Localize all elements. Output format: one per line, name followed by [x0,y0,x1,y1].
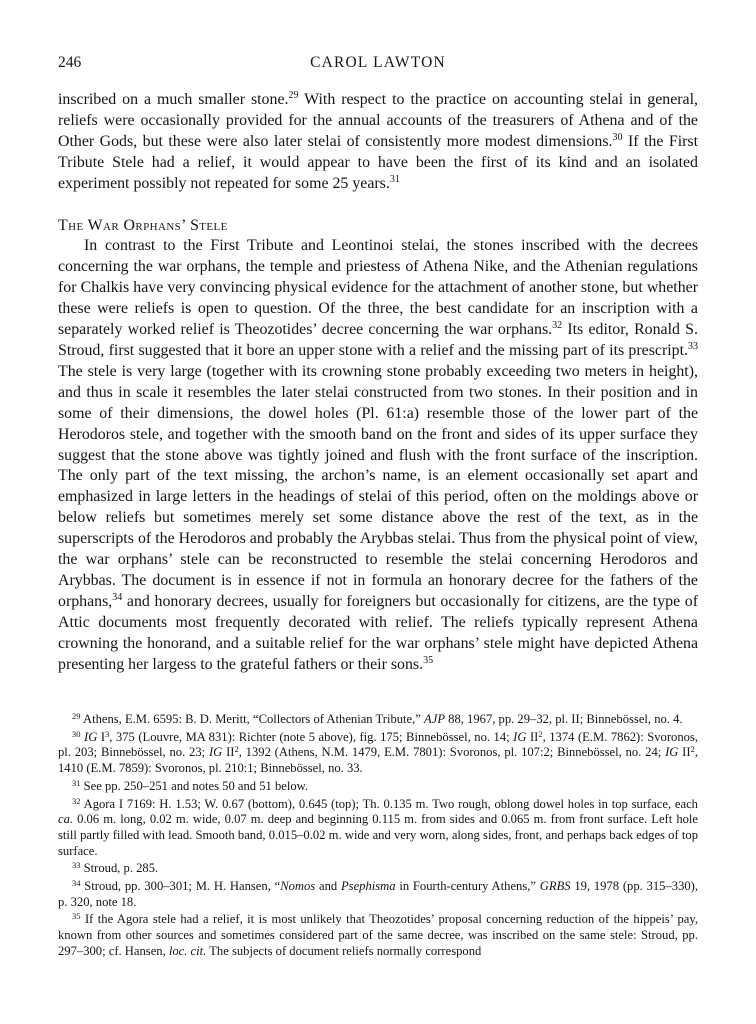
section-title: The War Orphans’ Stele [58,216,228,234]
footnote-ref-34[interactable]: 34 [112,591,123,603]
footnote-ref-30[interactable]: 30 [612,131,623,143]
page-number: 246 [58,54,82,71]
footnote-ref-29[interactable]: 29 [288,90,299,101]
footnote-ref-31[interactable]: 31 [389,173,400,185]
footnote-32: $^{32}$ Agora I 7169: H. 1.53; W. 0.67 (bottom), 0.645 (top); Th. 0.135 m. Two rough, oblong dowel holes in top surface, each ca. 0.06 m. long, 0.02 m. wide, 0.07 m. deep and beginning 0.115 m. from sides and 0.065 m. from front surface. Left hole still partly filled with lead. Smooth band, 0.015–0.02 m. wide and very worn, along sides, front, and perhaps back edges of top surface. [58,795,698,858]
page-header [58,54,698,78]
footnote-33: $^{33}$ Stroud, p. 285. [72,860,159,876]
footnote-31: $^{31}$ See pp. 250–251 and notes 50 and 51 below. [72,777,309,793]
footnote-34: $^{34}$ Stroud, pp. 300–301; M. H. Hansen, “Nomos and Psephisma in Fourth-century Athens,” GRBS 19, 1978 (pp. 315–330), p. 320, note 18. [58,878,699,909]
paragraph-2: In contrast to the First Tribute and Leontinoi stelai, the stones inscribed with the decrees concerning the war orphans, the temple and priestess of Athena Nike, and the Athenian regulations for Chalkis have very convincing physical evidence for the attachment of another stone, but whether these were reliefs is open to question. Of the three, the best candidate for an inscription with a separately worked relief is Theozotides’ decree concerning the war orphans.$^{32}$ Its editor, Ronald S. Stroud, first suggested that it bore an upper stone with a relief and the missing part of its prescript.$^{33}$ The stele is very large (together with its crowning stone probably exceeding two meters in height), and thus in scale it resembles the later stelai constructed from two stones. In their position and in some of their dimensions, the dowel holes (Pl. 61:a) resemble those of the lower part of the Herodoros stele, and together with the smooth band on the front and sides of its upper surface they suggest that the stone above was tightly joined and flush with the front surface of the inscription. The only part of the text missing, the archon’s name, is an element occasionally set apart and emphasized in large letters in the headings of stelai of this period, often on the moldings above or below reliefs but sometimes merely set some distance above the rest of the text, as in the superscripts of the Herodoros and probably the Arybbas stelai. Thus from the physical point of view, the war orphans’ stele can be reconstructed to resemble the stelai concerning Herodoros and Arybbas. The document is in essence if not in formula an honorary decree for the fathers of the orphans,$^{34}$ and honorary decrees, usually for foreigners but occasionally for citizens, are the type of Attic documents most frequently decorated with relief. The reliefs typically represent Athena crowning the honorand, and a suitable relief for the war orphans’ stele might have depicted Athena presenting her largess to the grateful fathers or their sons.$^{35}$ [58,237,698,673]
running-head: CAROL LAWTON [310,54,446,71]
footnotes [58,712,698,962]
paragraph-1: inscribed on a much smaller stone.$^{29}$ With respect to the practice on accounting stelai in general, reliefs were occasionally provided for the annual accounts of the treasurers of Athena and of the Other Gods, but these were also later stelai of consistently more modest dimensions.$^{30}$ If the First Tribute Stele had a relief, it would appear to have been the first of its kind and an isolated experiment possibly not repeated for some 25 years.$^{31}$ [58,90,699,192]
main-text [58,90,698,675]
footnote-ref-35[interactable]: 35 [423,654,434,666]
footnote-29: $^{29}$ Athens, E.M. 6595: B. D. Meritt, “Collectors of Athenian Tribute,” AJP 88, 1967, pp. 29–32, pl. II; Binnebössel, no. 4. [72,711,683,726]
footnote-ref-32[interactable]: 32 [552,320,563,332]
footnote-35: $^{35}$ If the Agora stele had a relief, it is most unlikely that Theozotides’ proposal concerning reduction of the hippeis’ pay, known from other sources and sometimes considered part of the same decree, was inscribed on the same stele: Stroud, pp. 297–300; cf. Hansen, loc. cit. The subjects of document reliefs normally correspond [58,911,699,958]
footnote-30: $^{30}$ IG $I^3$, 375 (Louvre, MA 831): Richter (note 5 above), fig. 175; Binnebössel, no. 14; IG $II^2$, 1374 (E.M. 7862): Svoronos, pl. 203; Binnebössel, no. 23; IG $II^2$, 1392 (Athens, N.M. 1479, E.M. 7801): Svoronos, pl. 107:2; Binnebössel, no. 24; IG $II^2$, 1410 (E.M. 7859): Svoronos, pl. 210:1; Binnebössel, no. 33. [58,728,698,776]
footnote-ref-33[interactable]: 33 [688,340,698,352]
